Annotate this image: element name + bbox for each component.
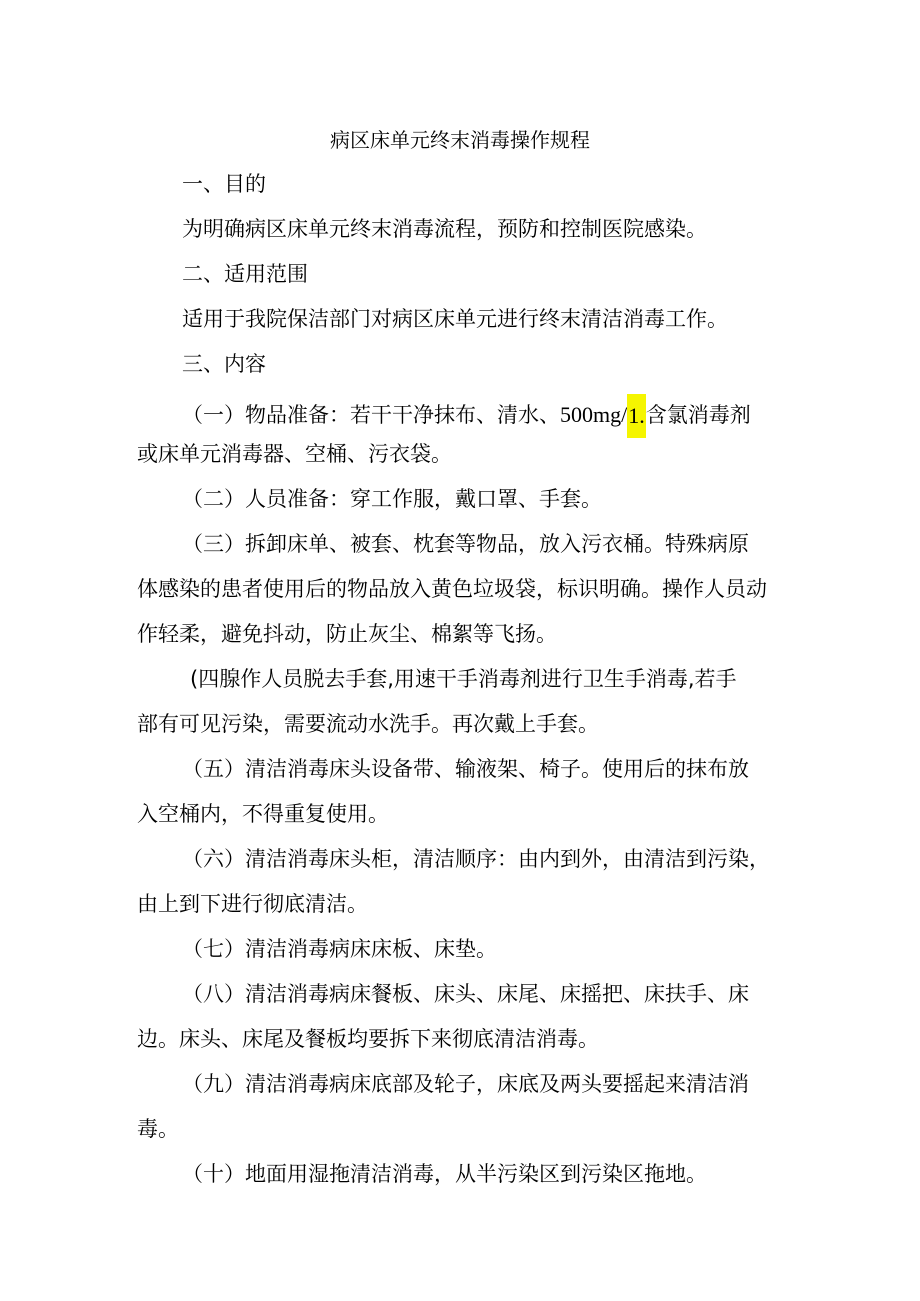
item-8-line-1: （八）清洁消毒病床餐板、床头、床尾、床摇把、床扶手、床	[182, 982, 749, 1006]
item-4-line-2: 部有可见污染，需要流动水洗手。再次戴上手套。	[137, 712, 599, 736]
item-1-line-2: 或床单元消毒器、空桶、污衣袋。	[137, 442, 452, 466]
item-1-concentration: 500mg/	[560, 402, 628, 427]
highlight-mark: 1.	[627, 394, 646, 438]
section-body-scope: 适用于我院保洁部门对病区床单元进行终末清洁消毒工作。	[182, 307, 728, 331]
item-3-line-1: （三）拆卸床单、被套、枕套等物品，放入污衣桶。特殊病原	[182, 532, 749, 556]
section-heading-purpose: 一、目的	[182, 172, 266, 196]
item-10-line-1: （十）地面用湿拖清洁消毒，从半污染区到污染区拖地。	[182, 1162, 707, 1186]
item-3-line-2: 体感染的患者使用后的物品放入黄色垃圾袋，标识明确。操作人员动	[137, 577, 767, 601]
item-7-line-1: （七）清洁消毒病床床板、床垫。	[182, 937, 497, 961]
section-heading-scope: 二、适用范围	[182, 262, 308, 286]
item-6-line-1: （六）清洁消毒床头柜，清洁顺序：由内到外，由清洁到污染，	[182, 847, 770, 871]
section-heading-content: 三、内容	[182, 352, 266, 376]
item-1-line-1	[182, 394, 751, 438]
item-6-line-2: 由上到下进行彻底清洁。	[137, 892, 368, 916]
item-5-line-2: 入空桶内，不得重复使用。	[137, 802, 389, 826]
item-8-line-2: 边。床头、床尾及餐板均要拆下来彻底清洁消毒。	[137, 1027, 599, 1051]
item-3-line-3: 作轻柔，避免抖动，防止灰尘、棉絮等飞扬。	[137, 622, 557, 646]
item-5-line-1: （五）清洁消毒床头设备带、输液架、椅子。使用后的抹布放	[182, 757, 749, 781]
item-1-text-b: 含氯消毒剂	[645, 403, 751, 427]
item-4-line-1: (四腺作人员脱去手套,用速干手消毒剂进行卫生手消毒,若手	[190, 667, 737, 691]
item-1-text-a: （一）物品准备：若干干净抹布、清水、	[182, 403, 560, 427]
item-9-line-1: （九）清洁消毒病床底部及轮子，床底及两头要摇起来清洁消	[182, 1072, 749, 1096]
section-body-purpose: 为明确病区床单元终末消毒流程，预防和控制医院感染。	[182, 217, 707, 241]
item-2-line-1: （二）人员准备：穿工作服，戴口罩、手套。	[182, 487, 602, 511]
item-9-line-2: 毒。	[137, 1117, 179, 1141]
page-title: 病区床单元终末消毒操作规程	[330, 128, 590, 152]
